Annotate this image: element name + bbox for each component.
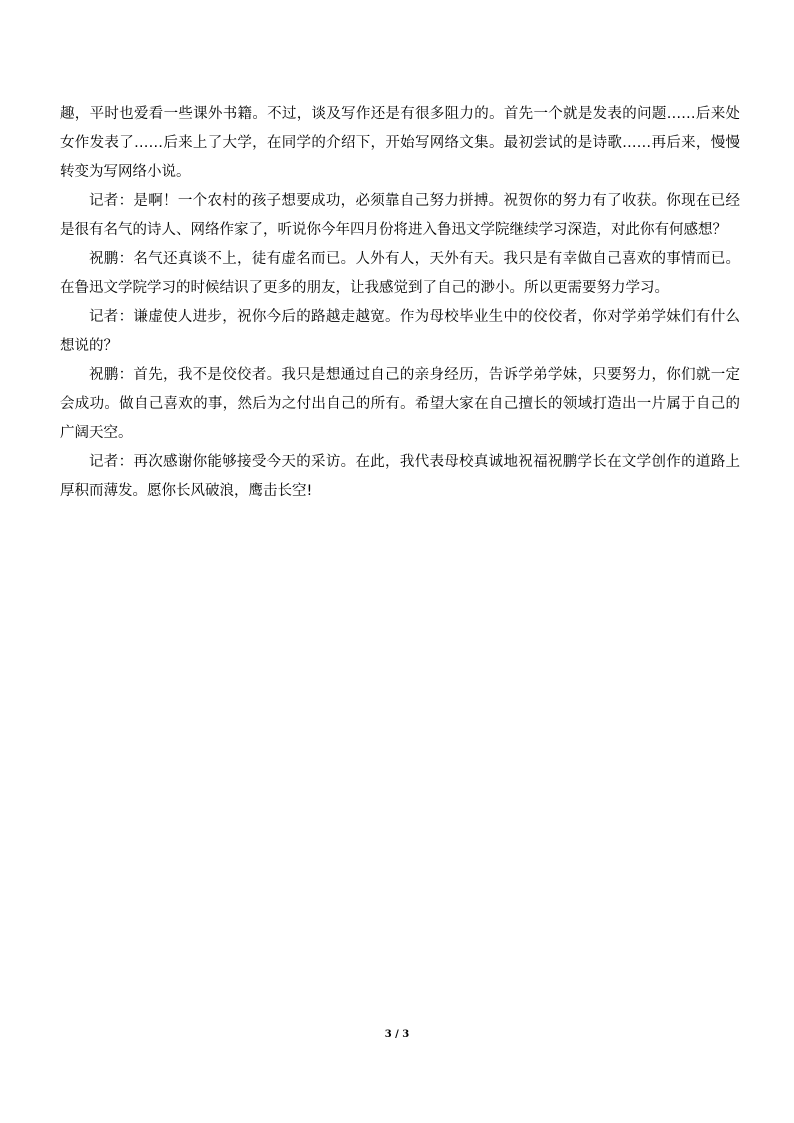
paragraph-continuation: 趣，平时也爱看一些课外书籍。不过，谈及写作还是有很多阻力的。首先一个就是发表的问题……后来处女作发表了……后来上了大学，在同学的介绍下，开始写网络文集。最初尝试的是诗歌……再后来，慢慢转变为写网络小说。 (60, 106, 740, 180)
paragraph-reporter-question-1: 记者：是啊！一个农村的孩子想要成功，必须靠自己努力拼搏。祝贺你的努力有了收获。你现在已经是很有名气的诗人、网络作家了，听说你今年四月份将进入鲁迅文学院继续学习深造，对此你有何感想？ (60, 193, 740, 238)
document-body (60, 100, 740, 506)
paragraph-reporter-closing: 记者：再次感谢你能够接受今天的采访。在此，我代表母校真诚地祝福祝鹏学长在文学创作的道路上厚积而薄发。愿你长风破浪，鹰击长空! (60, 454, 740, 499)
paragraph-interviewee-answer-2: 祝鹏：首先，我不是佼佼者。我只是想通过自己的亲身经历，告诉学弟学妹，只要努力，你们就一定会成功。做自己喜欢的事，然后为之付出自己的所有。希望大家在自己擅长的领域打造出一片属于自己的广阔天空。 (60, 367, 740, 441)
paragraph-interviewee-answer-1: 祝鹏：名气还真谈不上，徒有虚名而已。人外有人，天外有天。我只是有幸做自己喜欢的事情而已。在鲁迅文学院学习的时候结识了更多的朋友，让我感觉到了自己的渺小。所以更需要努力学习。 (60, 251, 740, 296)
page-number: 3 / 3 (384, 1029, 410, 1040)
paragraph-reporter-question-2: 记者：谦虚使人进步，祝你今后的路越走越宽。作为母校毕业生中的佼佼者，你对学弟学妹们有什么想说的？ (60, 309, 740, 354)
